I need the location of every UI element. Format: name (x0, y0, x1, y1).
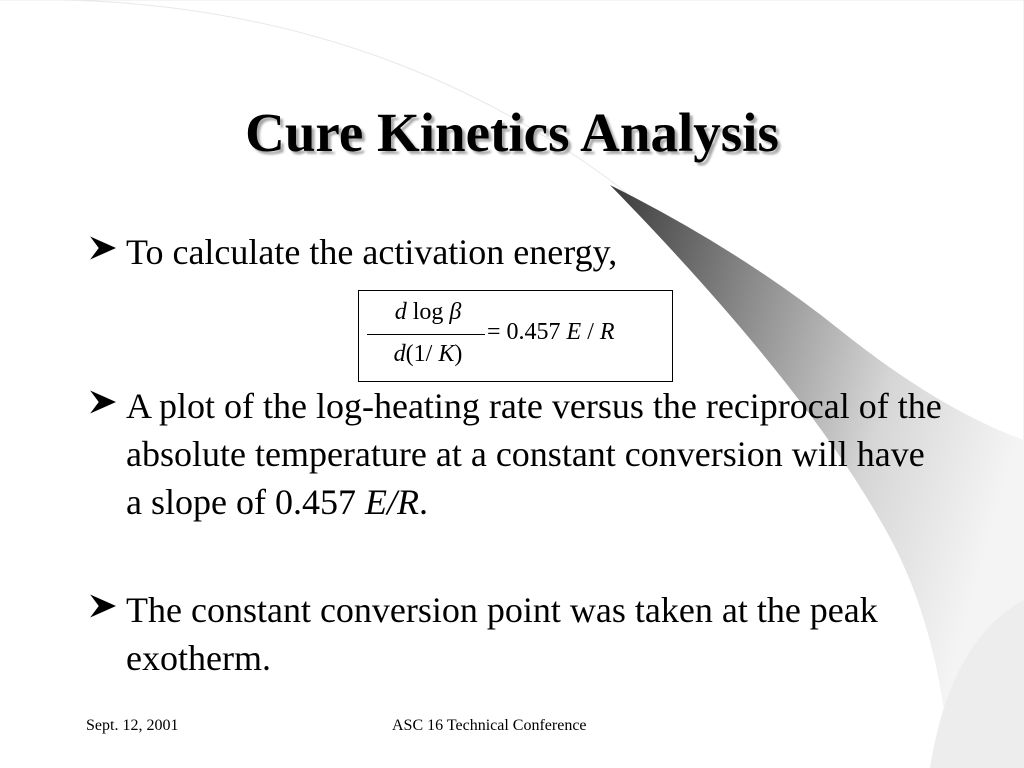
bullet-text: The constant conversion point was taken at the peak exotherm. (126, 590, 878, 678)
equation-box (358, 290, 673, 382)
bullet-text: A plot of the log-heating rate versus the reciprocal of the absolute temperature at a constant conversion will have a slope of 0.457 (126, 386, 942, 522)
eq-num-beta: β (449, 299, 462, 325)
eq-rhs-E: E (566, 319, 582, 345)
equation-rhs (487, 319, 615, 346)
equation-numerator (373, 299, 483, 326)
eq-rhs-R: R (599, 319, 615, 345)
arrow-bullet-icon (86, 230, 122, 266)
equation-denominator (367, 341, 489, 368)
eq-den-K: K (438, 341, 455, 367)
bullet-item (86, 382, 946, 526)
bullet-text-end: . (418, 482, 428, 522)
arrow-bullet-icon (86, 588, 122, 624)
eq-den-close: ) (454, 341, 463, 367)
bullet-text-italic: E/R (364, 482, 419, 522)
eq-rhs-slash: / (581, 319, 600, 345)
eq-den-paren: (1/ (405, 341, 433, 367)
footer-conference: ASC 16 Technical Conference (392, 717, 587, 734)
slide-title: Cure Kinetics Analysis (245, 102, 779, 163)
eq-den-d: d (393, 341, 406, 367)
eq-num-d: d (394, 299, 407, 325)
eq-num-log: log (412, 299, 444, 325)
bullet-item (86, 586, 946, 682)
arrow-bullet-icon (86, 384, 122, 420)
bullet-item (86, 228, 946, 276)
bullet-text: To calculate the activation energy, (126, 232, 618, 272)
eq-rhs-value: = 0.457 (487, 319, 561, 345)
footer-date: Sept. 12, 2001 (86, 717, 179, 734)
fraction-bar (367, 334, 485, 335)
